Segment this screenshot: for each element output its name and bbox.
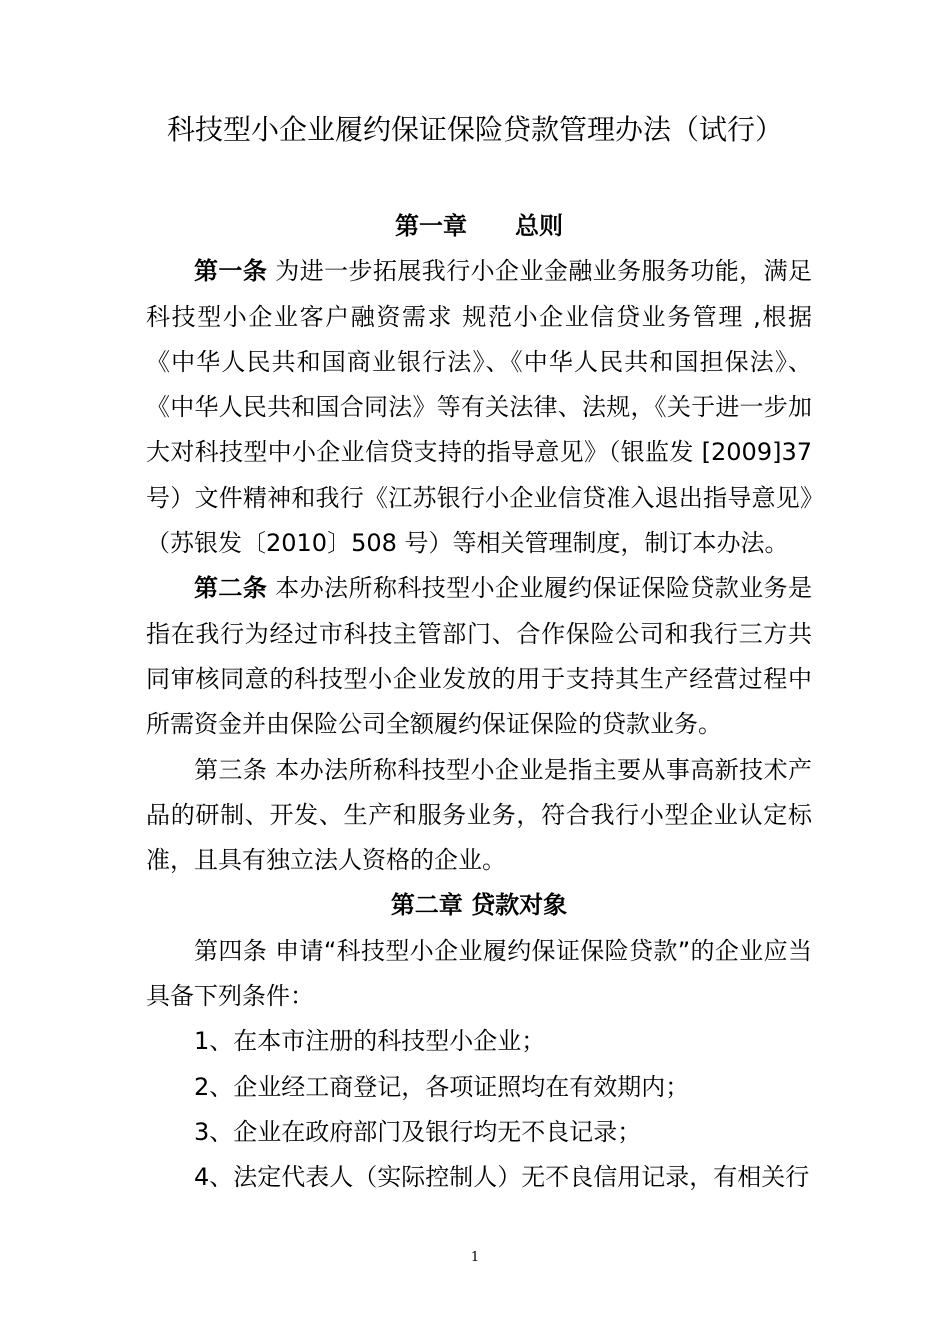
- chapter-2-label: 第二章: [390, 891, 463, 920]
- article-4: [146, 929, 812, 1020]
- list-item: 1、在本市注册的科技型小企业；: [194, 1027, 546, 1056]
- article-3: [146, 748, 812, 884]
- list-item: 4、法定代表人（实际控制人）无不良信用记录，有相关行: [194, 1163, 810, 1192]
- article-4-label: 第四条: [194, 936, 268, 965]
- article-3-text: 本办法所称科技型小企业是指主要从事高新技术产品的研制、开发、生产和服务业务，符合我行小型企业认定标准，且具有独立法人资格的企业。: [146, 755, 812, 875]
- article-1: [146, 249, 812, 566]
- article-1-label: 第一条: [194, 257, 268, 286]
- chapter-1-heading: [146, 204, 812, 249]
- document-body: [146, 204, 812, 1201]
- list-item: 3、企业在政府部门及银行均无不良记录；: [194, 1117, 642, 1146]
- article-2-label: 第二条: [194, 574, 268, 603]
- article-2: [146, 566, 812, 747]
- chapter-2-title: 贷款对象: [471, 891, 568, 920]
- page-number: 1: [470, 1250, 480, 1265]
- article-1-text: 为进一步拓展我行小企业金融业务服务功能，满足科技型小企业客户融资需求 规范小企业信贷业务管理 ,根据《中华人民共和国商业银行法》、《中华人民共和国担保法》、《中华人民共和国合同法》等有关法律、法规，《关于进一步加大对科技型中小企业信贷支持的指导意见》（银监发 [2009]37 号）文件精神和我行《江苏银行小企业信贷准入退出指导意见》（苏银发〔2010〕508 号）等相关管理制度，制订本办法。: [146, 257, 812, 558]
- article-3-label: 第三条: [194, 755, 268, 784]
- list-item: 2、企业经工商登记，各项证照均在有效期内；: [194, 1072, 690, 1101]
- chapter-2-heading: [146, 883, 812, 928]
- chapter-1-title: 总则: [515, 212, 563, 240]
- article-4-text: 申请“科技型小企业履约保证保险贷款”的企业应当具备下列条件：: [146, 936, 813, 1011]
- article-2-text: 本办法所称科技型小企业履约保证保险贷款业务是指在我行为经过市科技主管部门、合作保险公司和我行三方共同审核同意的科技型小企业发放的用于支持其生产经营过程中所需资金并由保险公司全额履约保证保险的贷款业务。: [146, 574, 812, 739]
- document-title: 科技型小企业履约保证保险贷款管理办法（试行）: [166, 113, 783, 146]
- chapter-1-label: 第一章: [395, 212, 467, 240]
